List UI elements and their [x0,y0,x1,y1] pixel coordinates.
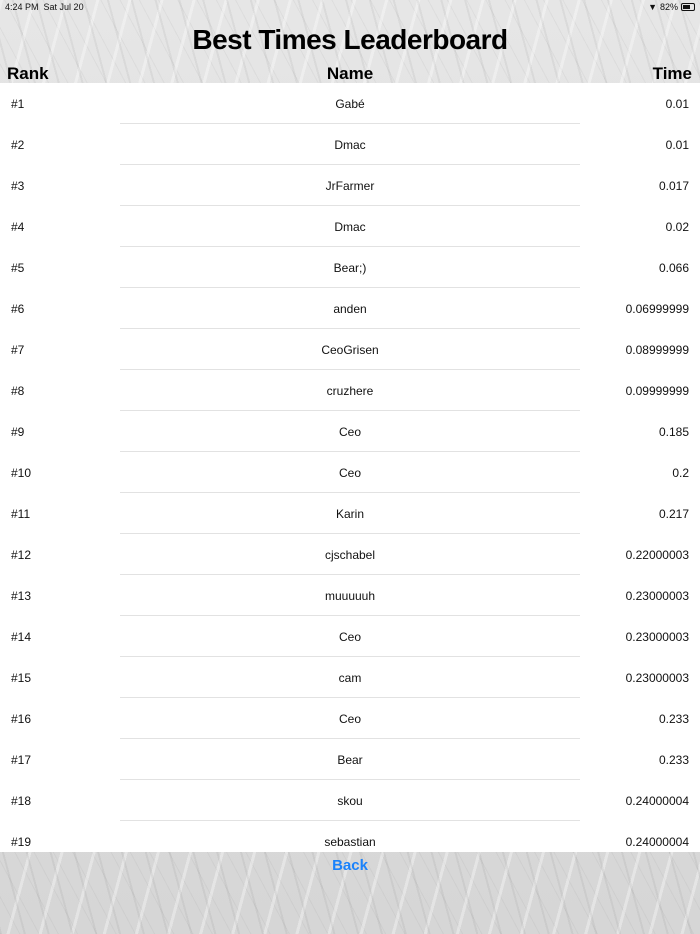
page-title: Best Times Leaderboard [192,24,508,55]
rank-cell: #14 [11,630,32,644]
table-row[interactable] [0,247,700,288]
time-cell: 0.08999999 [625,343,689,357]
table-row[interactable] [0,616,700,657]
time-cell: 0.23000003 [625,671,689,685]
time-cell: 0.017 [658,179,689,193]
name-cell: Dmac [334,220,366,234]
rank-cell: #6 [11,302,25,316]
rank-cell: #16 [11,712,32,726]
rank-cell: #4 [11,220,25,234]
table-row[interactable] [0,124,700,165]
table-row[interactable] [0,452,700,493]
name-cell: Ceo [338,630,361,644]
name-cell: skou [337,794,363,808]
rank-cell: #15 [11,671,32,685]
time-cell: 0.01 [665,97,689,111]
table-row[interactable] [0,821,700,852]
name-cell: Ceo [338,466,361,480]
time-cell: 0.217 [658,507,689,521]
name-cell: Dmac [334,138,366,152]
rank-cell: #18 [11,794,32,808]
name-cell: Ceo [338,425,361,439]
status-time-date [5,2,84,12]
table-row[interactable] [0,575,700,616]
table-row[interactable] [0,206,700,247]
time-cell: 0.2 [672,466,689,480]
table-row[interactable] [0,165,700,206]
time-cell: 0.22000003 [625,548,689,562]
time-cell: 0.23000003 [625,589,689,603]
status-bar [5,2,695,14]
name-cell: CeoGrisen [321,343,379,357]
time-cell: 0.02 [665,220,689,234]
time-cell: 0.24000004 [625,794,689,808]
rank-cell: #3 [11,179,25,193]
name-cell: Gabé [335,97,365,111]
column-header-rank: Rank [7,64,49,83]
table-row[interactable] [0,739,700,780]
name-cell: cjschabel [324,548,376,562]
rank-cell: #12 [11,548,32,562]
table-row[interactable] [0,83,700,124]
name-cell: cam [338,671,362,685]
name-cell: Bear [337,753,363,767]
time-cell: 0.233 [658,753,689,767]
column-header-name: Name [326,64,374,83]
table-row[interactable] [0,288,700,329]
name-cell: cruzhere [326,384,374,398]
status-right [648,2,695,12]
name-cell: Ceo [338,712,361,726]
rank-cell: #11 [11,507,31,521]
time-cell: 0.09999999 [625,384,689,398]
table-row[interactable] [0,493,700,534]
status-date: Sat Jul 20 [43,2,84,12]
time-cell: 0.066 [658,261,689,275]
time-cell: 0.233 [658,712,689,726]
rank-cell: #8 [11,384,25,398]
rank-cell: #7 [11,343,25,357]
battery-icon [681,3,695,11]
name-cell: sebastian [324,835,376,849]
name-cell: Karin [335,507,364,521]
table-row[interactable] [0,534,700,575]
rank-cell: #2 [11,138,25,152]
rank-cell: #9 [11,425,25,439]
rank-cell: #5 [11,261,25,275]
table-row[interactable] [0,657,700,698]
back-button[interactable]: Back [332,857,368,874]
status-time: 4:24 PM [5,2,39,12]
time-cell: 0.23000003 [625,630,689,644]
battery-percent: 82% [659,2,678,12]
rank-cell: #1 [11,97,25,111]
table-row[interactable] [0,698,700,739]
table-row[interactable] [0,411,700,452]
table-row[interactable] [0,370,700,411]
column-header-time: Time [652,64,692,83]
name-cell: JrFarmer [325,179,375,193]
name-cell: Bear;) [333,261,367,275]
rank-cell: #10 [11,466,32,480]
leaderboard-list[interactable] [0,83,700,852]
table-row[interactable] [0,780,700,821]
rank-cell: #19 [11,835,32,849]
time-cell: 0.24000004 [625,835,689,849]
name-cell: anden [333,302,367,316]
name-cell: muuuuuh [324,589,376,603]
time-cell: 0.01 [665,138,689,152]
table-row[interactable] [0,329,700,370]
rank-cell: #17 [11,753,32,767]
time-cell: 0.185 [658,425,689,439]
wifi-icon: ▼ [648,2,657,12]
rank-cell: #13 [11,589,32,603]
time-cell: 0.06999999 [625,302,689,316]
